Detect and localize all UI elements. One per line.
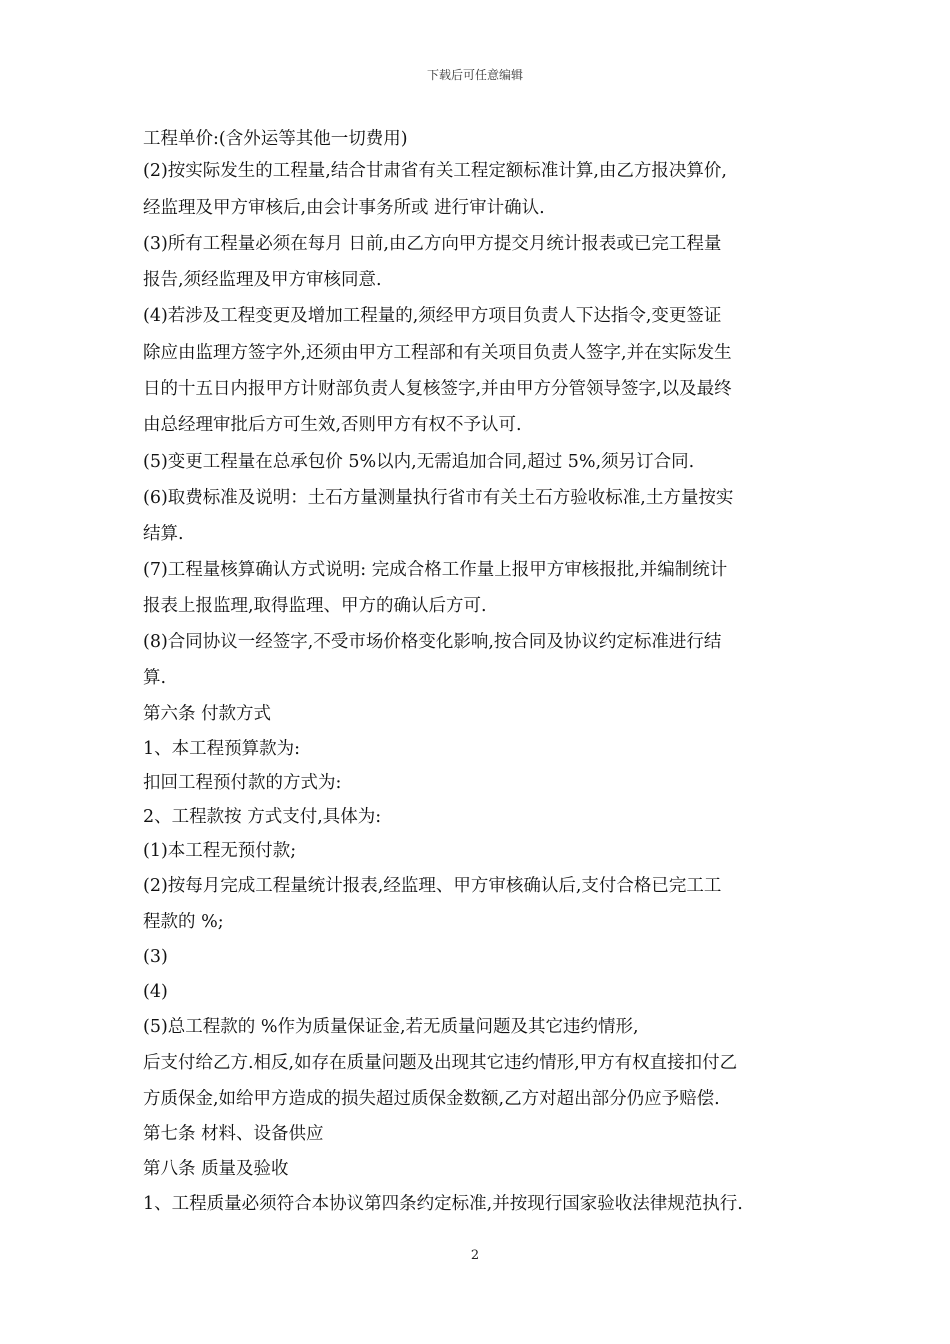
- text-line: 经监理及甲方审核后,由会计事务所或 进行审计确认.: [143, 198, 545, 218]
- text-line: 后支付给乙方.相反,如存在质量问题及出现其它违约情形,甲方有权直接扣付乙: [143, 1053, 738, 1073]
- text-line: (1)本工程无预付款;: [143, 841, 297, 861]
- text-line: (3)所有工程量必须在每月 日前,由乙方向甲方提交月统计报表或已完工程量: [143, 234, 722, 254]
- section-heading: 第八条 质量及验收: [143, 1159, 289, 1179]
- text-line: (7)工程量核算确认方式说明: 完成合格工作量上报甲方审核报批,并编制统计: [143, 560, 728, 580]
- text-line: 1、本工程预算款为:: [143, 739, 301, 759]
- section-heading: 第七条 材料、设备供应: [143, 1124, 324, 1144]
- text-line: (3): [143, 947, 168, 967]
- text-line: (5)变更工程量在总承包价 5%以内,无需追加合同,超过 5%,须另订合同.: [143, 452, 695, 472]
- text-line: (2)按每月完成工程量统计报表,经监理、甲方审核确认后,支付合格已完工工: [143, 876, 722, 896]
- text-line: 程款的 %;: [143, 912, 224, 932]
- section-heading: 第六条 付款方式: [143, 704, 272, 724]
- text-line: (2)按实际发生的工程量,结合甘肃省有关工程定额标准计算,由乙方报决算价,: [143, 161, 727, 181]
- text-line: 除应由监理方签字外,还须由甲方工程部和有关项目负责人签字,并在实际发生: [143, 343, 732, 363]
- text-line: (6)取费标准及说明：土石方量测量执行省市有关土石方验收标准,土方量按实: [143, 488, 734, 508]
- text-line: 算.: [143, 668, 167, 688]
- text-line: 扣回工程预付款的方式为:: [143, 773, 342, 793]
- text-line: 2、工程款按 方式支付,具体为:: [143, 807, 382, 827]
- page-header: 下载后可任意编辑: [426, 68, 523, 82]
- text-line: (5)总工程款的 %作为质量保证金,若无质量问题及其它违约情形,: [143, 1017, 639, 1037]
- text-line: 方质保金,如给甲方造成的损失超过质保金数额,乙方对超出部分仍应予赔偿.: [143, 1089, 720, 1109]
- text-line: 报告,须经监理及甲方审核同意.: [143, 270, 382, 290]
- text-line: 1、工程质量必须符合本协议第四条约定标准,并按现行国家验收法律规范执行.: [143, 1194, 743, 1214]
- text-line: (4)若涉及工程变更及增加工程量的,须经甲方项目负责人下达指令,变更签证: [143, 306, 722, 326]
- text-line: 由总经理审批后方可生效,否则甲方有权不予认可.: [143, 415, 522, 435]
- text-line: (8)合同协议一经签字,不受市场价格变化影响,按合同及协议约定标准进行结: [143, 632, 722, 652]
- text-line: 报表上报监理,取得监理、甲方的确认后方可.: [143, 596, 487, 616]
- text-line: 工程单价:(含外运等其他一切费用): [143, 129, 408, 149]
- text-line: 结算.: [143, 524, 184, 544]
- text-line: (4): [143, 982, 168, 1002]
- page-number: 2: [470, 1248, 480, 1263]
- text-line: 日的十五日内报甲方计财部负责人复核签字,并由甲方分管领导签字,以及最终: [143, 379, 732, 399]
